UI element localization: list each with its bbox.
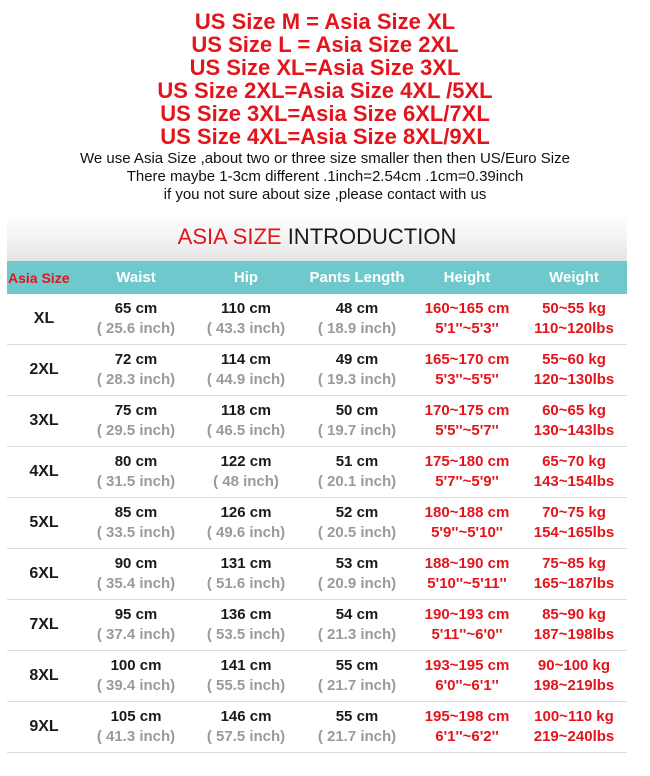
length-inch: ( 21.3 inch) (317, 626, 397, 643)
cell-weight (521, 702, 627, 753)
weight-kg: 55~60 kg (542, 351, 606, 368)
weight-lbs: 165~187lbs (533, 575, 615, 592)
height-ft: 6'1''~6'2'' (435, 728, 499, 745)
weight-lbs: 219~240lbs (533, 728, 615, 745)
cell-waist (81, 345, 191, 396)
cell-waist (81, 549, 191, 600)
cell-weight (521, 651, 627, 702)
length-inch: ( 19.7 inch) (317, 422, 397, 439)
weight-lbs: 198~219lbs (533, 677, 615, 694)
weight-kg: 75~85 kg (542, 555, 606, 572)
size-intro-banner (7, 212, 627, 261)
table-body (7, 294, 627, 753)
hip-inch: ( 49.6 inch) (206, 524, 286, 541)
cell-size: 4XL (7, 447, 81, 498)
cell-waist (81, 447, 191, 498)
cell-height (413, 294, 521, 345)
hip-cm: 122 cm (220, 453, 272, 470)
waist-inch: ( 25.6 inch) (96, 320, 176, 337)
waist-inch: ( 39.4 inch) (96, 677, 176, 694)
cell-weight (521, 600, 627, 651)
table-row (7, 549, 627, 600)
cell-waist (81, 702, 191, 753)
length-inch: ( 20.9 inch) (317, 575, 397, 592)
length-inch: ( 20.5 inch) (317, 524, 397, 541)
cell-weight (521, 345, 627, 396)
height-ft: 5'11''~6'0'' (431, 626, 503, 643)
height-cm: 160~165 cm (424, 300, 510, 317)
table-row (7, 345, 627, 396)
hip-inch: ( 44.9 inch) (206, 371, 286, 388)
headline-us-3xl: US Size 3XL=Asia Size 6XL/7XL (160, 101, 490, 126)
waist-cm: 80 cm (114, 453, 158, 470)
header-weight: Weight (521, 261, 627, 294)
length-cm: 52 cm (335, 504, 379, 521)
cell-size: 5XL (7, 498, 81, 549)
headline-us-xl: US Size XL=Asia Size 3XL (189, 55, 461, 80)
cell-pants-length (301, 549, 413, 600)
banner-introduction: INTRODUCTION (281, 224, 457, 249)
height-cm: 190~193 cm (424, 606, 510, 623)
headline-us-2xl: US Size 2XL=Asia Size 4XL /5XL (157, 78, 493, 103)
hip-cm: 141 cm (220, 657, 272, 674)
length-cm: 55 cm (335, 708, 379, 725)
header-pants-length: Pants Length (301, 261, 413, 294)
length-cm: 55 cm (335, 657, 379, 674)
height-cm: 175~180 cm (424, 453, 510, 470)
height-cm: 165~170 cm (424, 351, 510, 368)
headline-us-4xl: US Size 4XL=Asia Size 8XL/9XL (160, 124, 490, 149)
hip-inch: ( 48 inch) (213, 473, 279, 490)
header-waist: Waist (81, 261, 191, 294)
height-ft: 5'1''~5'3'' (435, 320, 499, 337)
weight-kg: 60~65 kg (542, 402, 606, 419)
hip-inch: ( 46.5 inch) (206, 422, 286, 439)
table-row (7, 600, 627, 651)
headline-us-m: US Size M = Asia Size XL (194, 9, 456, 34)
length-cm: 53 cm (335, 555, 379, 572)
hip-inch: ( 55.5 inch) (206, 677, 286, 694)
cell-height (413, 345, 521, 396)
height-cm: 170~175 cm (424, 402, 510, 419)
cell-height (413, 396, 521, 447)
note-contact: if you not sure about size ,please contact with us (163, 186, 487, 203)
cell-pants-length (301, 702, 413, 753)
height-ft: 5'3''~5'5'' (435, 371, 499, 388)
length-inch: ( 21.7 inch) (317, 677, 397, 694)
height-ft: 5'7''~5'9'' (435, 473, 499, 490)
waist-inch: ( 28.3 inch) (96, 371, 176, 388)
waist-cm: 95 cm (114, 606, 158, 623)
waist-cm: 100 cm (110, 657, 162, 674)
cell-hip (191, 600, 301, 651)
cell-pants-length (301, 345, 413, 396)
cell-size: 8XL (7, 651, 81, 702)
waist-inch: ( 29.5 inch) (96, 422, 176, 439)
length-inch: ( 18.9 inch) (317, 320, 397, 337)
weight-kg: 65~70 kg (542, 453, 606, 470)
weight-lbs: 110~120lbs (534, 320, 614, 337)
hip-cm: 136 cm (220, 606, 272, 623)
cell-size: 9XL (7, 702, 81, 753)
hip-cm: 146 cm (220, 708, 272, 725)
weight-kg: 70~75 kg (542, 504, 606, 521)
size-conversion-headlines (0, 0, 650, 148)
cell-hip (191, 396, 301, 447)
cell-weight (521, 549, 627, 600)
waist-cm: 72 cm (114, 351, 158, 368)
weight-lbs: 120~130lbs (533, 371, 615, 388)
waist-cm: 65 cm (114, 300, 158, 317)
header-asia-size: Asia Size (7, 261, 81, 294)
hip-cm: 114 cm (220, 351, 272, 368)
cell-waist (81, 294, 191, 345)
hip-inch: ( 53.5 inch) (206, 626, 286, 643)
cell-waist (81, 651, 191, 702)
cell-weight (521, 447, 627, 498)
weight-lbs: 187~198lbs (533, 626, 615, 643)
height-ft: 5'5''~5'7'' (435, 422, 499, 439)
length-cm: 48 cm (335, 300, 379, 317)
length-inch: ( 21.7 inch) (317, 728, 397, 745)
hip-cm: 110 cm (220, 300, 272, 317)
hip-cm: 131 cm (220, 555, 272, 572)
length-cm: 49 cm (335, 351, 379, 368)
headline-us-l: US Size L = Asia Size 2XL (191, 32, 459, 57)
header-hip: Hip (191, 261, 301, 294)
length-inch: ( 20.1 inch) (317, 473, 397, 490)
height-cm: 188~190 cm (424, 555, 510, 572)
size-notes (0, 150, 650, 204)
cell-height (413, 600, 521, 651)
note-conversion: There maybe 1-3cm different .1inch=2.54cm .1cm=0.39inch (126, 168, 524, 185)
cell-height (413, 549, 521, 600)
cell-pants-length (301, 396, 413, 447)
cell-size: 3XL (7, 396, 81, 447)
cell-size: 6XL (7, 549, 81, 600)
height-ft: 5'10''~5'11'' (427, 575, 507, 592)
weight-kg: 50~55 kg (542, 300, 606, 317)
cell-hip (191, 345, 301, 396)
cell-hip (191, 651, 301, 702)
cell-waist (81, 396, 191, 447)
waist-inch: ( 37.4 inch) (96, 626, 176, 643)
waist-inch: ( 31.5 inch) (96, 473, 176, 490)
banner-asia-size: ASIA SIZE (177, 224, 282, 249)
hip-inch: ( 43.3 inch) (206, 320, 286, 337)
weight-kg: 100~110 kg (534, 708, 614, 725)
waist-cm: 85 cm (114, 504, 158, 521)
cell-height (413, 651, 521, 702)
cell-weight (521, 396, 627, 447)
size-chart-table (7, 261, 627, 753)
cell-height (413, 498, 521, 549)
waist-inch: ( 35.4 inch) (96, 575, 176, 592)
weight-lbs: 154~165lbs (533, 524, 615, 541)
cell-pants-length (301, 651, 413, 702)
table-header-row (7, 261, 627, 294)
cell-weight (521, 498, 627, 549)
weight-lbs: 130~143lbs (533, 422, 615, 439)
weight-kg: 90~100 kg (537, 657, 611, 674)
hip-cm: 118 cm (220, 402, 272, 419)
height-cm: 193~195 cm (424, 657, 510, 674)
cell-hip (191, 702, 301, 753)
length-inch: ( 19.3 inch) (317, 371, 397, 388)
cell-pants-length (301, 498, 413, 549)
height-cm: 180~188 cm (424, 504, 510, 521)
height-cm: 195~198 cm (424, 708, 510, 725)
weight-kg: 85~90 kg (542, 606, 606, 623)
length-cm: 54 cm (335, 606, 379, 623)
cell-hip (191, 498, 301, 549)
table-row (7, 498, 627, 549)
cell-weight (521, 294, 627, 345)
cell-pants-length (301, 600, 413, 651)
hip-inch: ( 57.5 inch) (206, 728, 286, 745)
waist-cm: 75 cm (114, 402, 158, 419)
weight-lbs: 143~154lbs (533, 473, 615, 490)
table-row (7, 294, 627, 345)
cell-size: 7XL (7, 600, 81, 651)
waist-cm: 105 cm (110, 708, 162, 725)
cell-pants-length (301, 294, 413, 345)
cell-waist (81, 498, 191, 549)
table-row (7, 651, 627, 702)
table-row (7, 702, 627, 753)
waist-inch: ( 41.3 inch) (96, 728, 176, 745)
height-ft: 6'0''~6'1'' (435, 677, 499, 694)
cell-hip (191, 447, 301, 498)
header-height: Height (413, 261, 521, 294)
cell-waist (81, 600, 191, 651)
cell-height (413, 447, 521, 498)
table-row (7, 447, 627, 498)
table-row (7, 396, 627, 447)
note-asia-size: We use Asia Size ,about two or three size smaller then then US/Euro Size (80, 150, 570, 167)
cell-size: 2XL (7, 345, 81, 396)
waist-cm: 90 cm (114, 555, 158, 572)
length-cm: 51 cm (335, 453, 379, 470)
cell-hip (191, 549, 301, 600)
hip-cm: 126 cm (220, 504, 272, 521)
height-ft: 5'9''~5'10'' (431, 524, 503, 541)
cell-pants-length (301, 447, 413, 498)
waist-inch: ( 33.5 inch) (96, 524, 176, 541)
cell-size: XL (7, 294, 81, 345)
cell-height (413, 702, 521, 753)
length-cm: 50 cm (335, 402, 379, 419)
hip-inch: ( 51.6 inch) (206, 575, 286, 592)
cell-hip (191, 294, 301, 345)
